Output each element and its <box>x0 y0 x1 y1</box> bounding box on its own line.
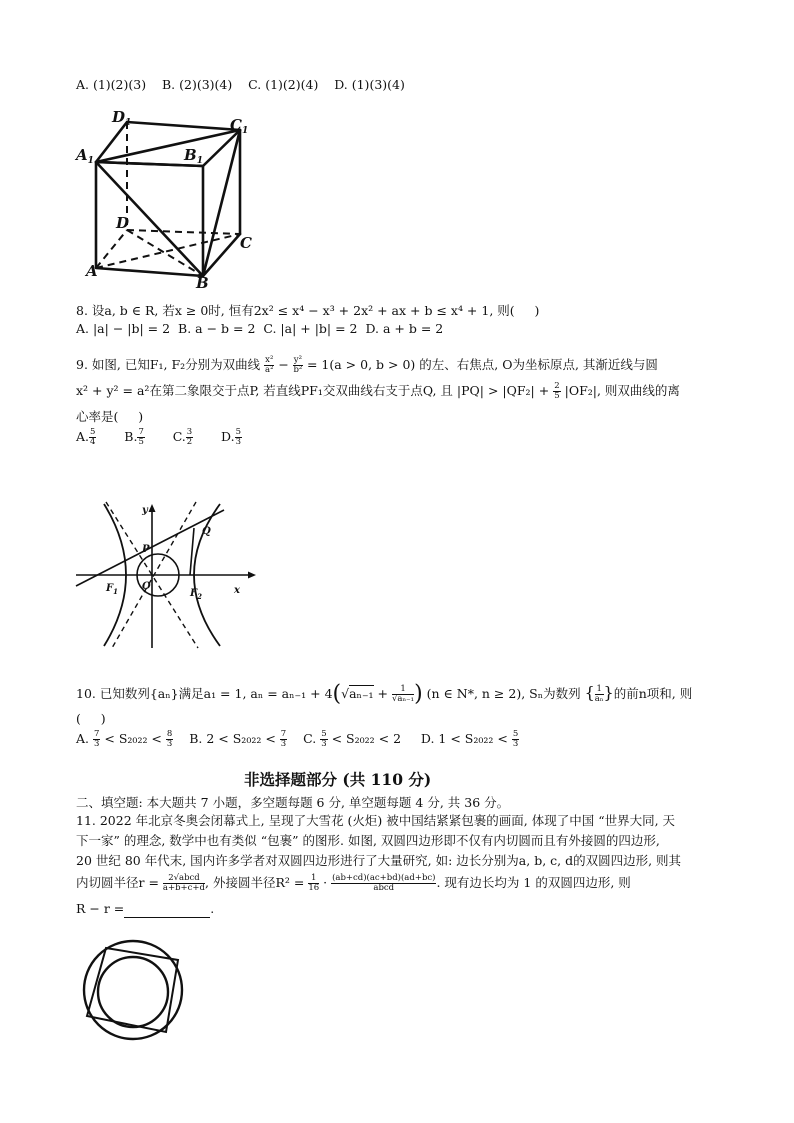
label-y: y <box>142 505 148 516</box>
q11-line1: 11. 2022 年北京冬奥会闭幕式上, 呈现了大雪花 (火炬) 被中国结紧紧包裹的画面, 体现了中国 “世界大同, 天 <box>76 813 676 828</box>
q8-options: A. |a| − |b| = 2 B. a − b = 2 C. |a| + |b| = 2 D. a + b = 2 <box>76 321 444 336</box>
label-b: B <box>196 274 209 288</box>
label-c1: $C_1$ <box>230 116 249 136</box>
section-heading: 非选择题部分 (共 110 分) <box>244 770 432 789</box>
q9-line3: 心率是( ) <box>76 409 144 424</box>
q10-line1: 10. 已知数列{aₙ}满足a₁ = 1, aₙ = aₙ₋₁ + 4(√aₙ₋₁ + $\frac{1}{\text{√aₙ₋₁}}$ ) (n ∈ N*, n ≥ 2), Sₙ为数列 { $\frac{1}{\text{aₙ}}$ }的前n项和, 则 <box>76 681 693 707</box>
q10-options: A. $\frac{7}{3}$ < S₂₀₂₂ < $\frac{8}{3}$ B. 2 < S₂₀₂₂ < $\frac{7}{3}$ C. $\frac{5}{3}$ < S₂₀₂₂ < 2 D. 1 < S₂₀₂₂ < $\frac{5}{3}$ <box>76 729 519 749</box>
label-o: O <box>142 581 151 592</box>
bicentric-figure <box>78 936 190 1042</box>
quadrilateral <box>87 948 178 1032</box>
y-axis-arrow <box>149 504 156 512</box>
cube-top-face <box>96 122 240 166</box>
label-d: D <box>116 214 130 232</box>
q9-options: A. $\frac{5}{4}$ B. $\frac{7}{5}$ C. $\frac{3}{2}$ D. $\frac{5}{3}$ <box>76 427 242 447</box>
q11-line2: 下一家” 的理念, 数学中也有类似 “包裹” 的图形. 如图, 双圆四边形即不仅有内切圆而且有外接圆的四边形, <box>76 833 660 848</box>
label-d1: $D_1$ <box>112 108 132 128</box>
answer-blank <box>124 905 210 918</box>
label-a: A <box>86 262 98 280</box>
fill-in-intro: 二、填空题: 本大题共 7 小题，多空题每题 6 分, 单空题每题 4 分, 共 36 分。 <box>76 795 510 810</box>
q9-line1: 9. 如图, 已知F₁, F₂分别为双曲线 $\frac{\text{x²}}{\text{a²}}$ − $\frac{\text{y²}}{\text{b²}}$ = 1(a > 0, b > 0) 的左、右焦点, O为坐标原点, 其渐近线与圆 <box>76 355 658 375</box>
diag-a1b <box>96 162 203 276</box>
label-q: Q <box>202 526 211 537</box>
q11-line5: R − r = . <box>76 901 215 916</box>
label-x: x <box>234 585 240 596</box>
label-a1: $A_1$ <box>76 146 94 166</box>
label-f2: $F_2$ <box>190 588 202 601</box>
q11-line4: 内切圆半径r = $\frac{\text{2√abcd}}{a+b+c+d}$ , 外接圆半径R² = $\frac{1}{16}$ · $\frac{(ab+cd)(ac+bd)(ad+bc)}{\text{abcd}}$ . 现有边长均为 1 的双圆四边形, 则 <box>76 873 631 893</box>
cube-figure <box>70 108 270 288</box>
q8-stem: 8. 设a, b ∈ R, 若x ≥ 0时, 恒有2x² ≤ x⁴ − x³ + 2x² + ax + b ≤ x⁴ + 1, 则( ) <box>76 303 540 318</box>
label-b1: $B_1$ <box>184 146 203 166</box>
q11-line3: 20 世纪 80 年代末, 国内许多学者对双圆四边形进行了大量研究, 如: 边长分别为a, b, c, d的双圆四边形, 则其 <box>76 853 682 868</box>
label-p: P <box>142 544 150 555</box>
x-axis-arrow <box>248 572 256 579</box>
q10-line2: ( ) <box>76 711 106 726</box>
hyperbola-figure <box>72 496 262 652</box>
label-c: C <box>240 234 252 252</box>
q7-options: A. (1)(2)(3) B. (2)(3)(4) C. (1)(2)(4) D. (1)(3)(4) <box>76 77 405 92</box>
q9-line2: x² + y² = a²在第二象限交于点P, 若直线PF₁交双曲线右支于点Q, 且 |PQ| > |QF₂| + $\frac{2}{5}$ |OF₂|, 则双曲线的离 <box>76 381 680 401</box>
label-f1: $F_1$ <box>106 583 118 596</box>
hidden-edge-dc <box>127 230 240 234</box>
incircle <box>98 957 168 1027</box>
